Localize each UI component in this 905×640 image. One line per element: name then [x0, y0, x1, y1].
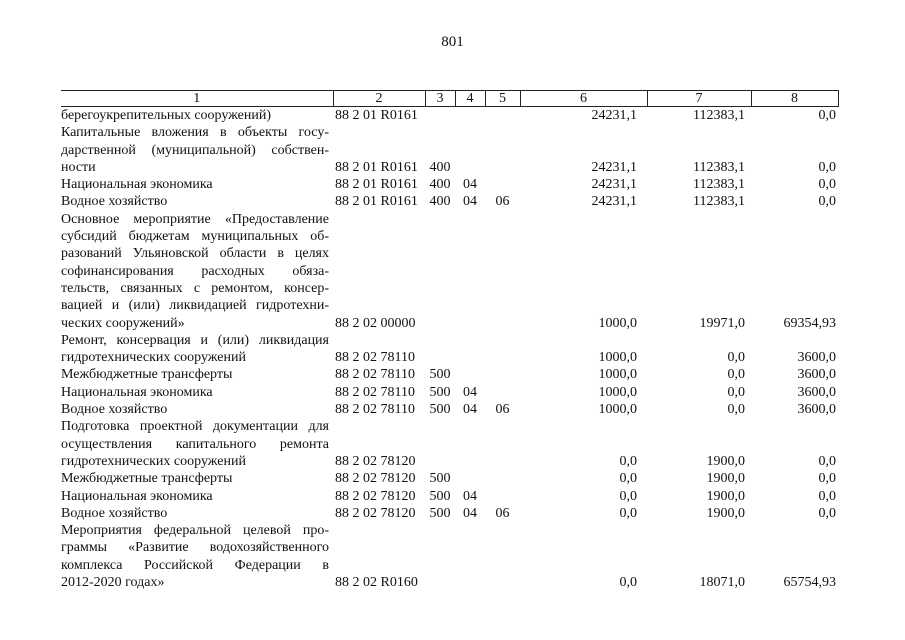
- row-code: 88 2 02 78110: [335, 384, 415, 400]
- row-col-8: 0,0: [818, 488, 836, 504]
- row-name: [61, 470, 333, 487]
- row-name-line: Основное мероприятие «Предоставление: [61, 211, 329, 227]
- row-code: 88 2 01 R0161: [335, 177, 418, 193]
- row-col-8: 0,0: [818, 194, 836, 210]
- row-col-5: [485, 384, 520, 401]
- table-row: [61, 522, 838, 591]
- row-col-8: 3600,0: [797, 350, 836, 366]
- row-col-4: [455, 107, 485, 125]
- row-name-line: ческих сооружений»: [61, 315, 185, 331]
- row-col-7: 1900,0: [706, 505, 745, 521]
- row-col-3: 500: [429, 488, 451, 504]
- row-col-7: 18071,0: [699, 575, 745, 591]
- header-col-6: 6: [520, 91, 647, 107]
- header-col-5: 5: [485, 91, 520, 107]
- row-name-line: Водное хозяйство: [61, 194, 168, 210]
- row-name-line: гидротехнических сооружений: [61, 350, 246, 366]
- row-col-6: 24231,1: [591, 159, 637, 175]
- row-name-line: Водное хозяйство: [61, 505, 168, 521]
- row-col-6: 24231,1: [591, 108, 637, 123]
- header-col-7: 7: [647, 91, 751, 107]
- row-col-4: [455, 332, 485, 367]
- row-col-4: [455, 124, 485, 176]
- row-col-5: [485, 366, 520, 383]
- row-name-line: дарственной (муниципальной) собствен-: [61, 142, 329, 158]
- row-name: [61, 124, 333, 176]
- row-col-3: 500: [429, 367, 451, 383]
- row-col-8: 65754,93: [783, 575, 836, 591]
- row-col-8: 0,0: [818, 453, 836, 469]
- row-name-line: Ремонт, консервация и (или) ликвидация: [61, 332, 329, 348]
- row-name-line: тельств, связанных с ремонтом, консер-: [61, 280, 329, 296]
- row-name: [61, 332, 333, 367]
- row-col-4: [455, 522, 485, 591]
- row-col-3: 400: [429, 194, 451, 210]
- table-row: [61, 488, 838, 505]
- row-col-4: 04: [463, 402, 477, 418]
- row-col-7: 0,0: [727, 402, 745, 418]
- row-name-line: Национальная экономика: [61, 488, 213, 504]
- budget-table: [61, 90, 839, 591]
- table-row: [61, 366, 838, 383]
- row-col-5: 06: [495, 505, 510, 521]
- row-col-3: 500: [429, 384, 451, 400]
- row-col-6: 0,0: [619, 505, 637, 521]
- header-col-4: 4: [455, 91, 485, 107]
- row-code: 88 2 02 R0160: [335, 575, 418, 591]
- row-code: 88 2 01 R0161: [335, 159, 418, 175]
- row-col-5: 06: [495, 194, 510, 210]
- row-name-line: софинансирования расходных обяза-: [61, 263, 329, 279]
- row-col-7: 1900,0: [706, 453, 745, 469]
- row-col-7: 1900,0: [706, 488, 745, 504]
- row-name-line: ности: [61, 159, 96, 175]
- row-code: 88 2 01 R0161: [335, 108, 418, 123]
- row-name-line: разований Ульяновской области в целях: [61, 246, 329, 262]
- table-row: [61, 107, 838, 125]
- row-name-line: комплекса Российской Федерации в: [61, 557, 329, 573]
- table-row: [61, 470, 838, 487]
- row-col-4: [455, 418, 485, 470]
- row-col-7: 112383,1: [693, 177, 745, 193]
- row-name: [61, 505, 333, 522]
- row-col-7: 0,0: [727, 367, 745, 383]
- row-col-3: 500: [429, 402, 451, 418]
- row-col-4: 04: [463, 194, 477, 210]
- row-col-5: [485, 176, 520, 193]
- row-name: [61, 366, 333, 383]
- row-col-3: 500: [429, 505, 451, 521]
- row-code: 88 2 02 78120: [335, 488, 416, 504]
- row-col-6: 1000,0: [598, 350, 637, 366]
- row-col-6: 24231,1: [591, 194, 637, 210]
- row-col-5: 06: [495, 402, 510, 418]
- row-col-5: [485, 332, 520, 367]
- row-code: 88 2 02 78110: [335, 402, 415, 418]
- row-name-line: субсидий бюджетам муниципальных об-: [61, 229, 329, 245]
- row-code: 88 2 02 78120: [335, 505, 416, 521]
- row-col-3: [425, 418, 455, 470]
- row-code: 88 2 02 78120: [335, 471, 416, 487]
- row-col-8: 69354,93: [783, 315, 836, 331]
- row-code: 88 2 02 78120: [335, 453, 416, 469]
- row-col-5: [485, 522, 520, 591]
- row-name: [61, 211, 333, 332]
- row-col-7: 19971,0: [699, 315, 745, 331]
- row-col-6: 1000,0: [598, 367, 637, 383]
- table-row: [61, 418, 838, 470]
- header-col-2: 2: [333, 91, 425, 107]
- row-code: 88 2 02 78110: [335, 350, 415, 366]
- row-col-7: 0,0: [727, 350, 745, 366]
- row-col-7: 112383,1: [693, 108, 745, 123]
- row-col-3: 500: [429, 471, 451, 487]
- row-col-8: 0,0: [818, 108, 836, 123]
- row-col-4: 04: [463, 177, 477, 193]
- row-name-line: Межбюджетные трансферты: [61, 367, 233, 383]
- row-col-5: [485, 418, 520, 470]
- row-name-line: берегоукрепительных сооружений): [61, 108, 272, 123]
- row-col-5: [485, 211, 520, 332]
- row-name-line: граммы «Развитие водохозяйственного: [61, 540, 329, 556]
- table-row: [61, 211, 838, 332]
- row-name-line: 2012-2020 годах»: [61, 575, 165, 591]
- row-col-4: [455, 470, 485, 487]
- row-col-5: [485, 107, 520, 125]
- row-col-6: 1000,0: [598, 384, 637, 400]
- table-row: [61, 193, 838, 210]
- row-name-line: Межбюджетные трансферты: [61, 471, 233, 487]
- table-row: [61, 332, 838, 367]
- row-col-3: 400: [429, 177, 451, 193]
- row-col-6: 0,0: [619, 471, 637, 487]
- row-col-7: 1900,0: [706, 471, 745, 487]
- row-name: [61, 193, 333, 210]
- row-name-line: вацией и (или) ликвидацией гидротехни-: [61, 298, 329, 314]
- row-name: [61, 384, 333, 401]
- row-code: 88 2 02 00000: [335, 315, 416, 331]
- table-row: [61, 176, 838, 193]
- row-col-3: [425, 522, 455, 591]
- table-row: [61, 384, 838, 401]
- row-col-4: [455, 211, 485, 332]
- row-col-6: 0,0: [619, 488, 637, 504]
- row-col-7: 0,0: [727, 384, 745, 400]
- row-col-5: [485, 470, 520, 487]
- row-col-6: 0,0: [619, 453, 637, 469]
- row-col-8: 0,0: [818, 471, 836, 487]
- row-col-8: 3600,0: [797, 384, 836, 400]
- row-name-line: осуществления капитального ремонта: [61, 436, 329, 452]
- row-col-4: 04: [463, 488, 477, 504]
- row-col-6: 1000,0: [598, 402, 637, 418]
- header-col-8: 8: [751, 91, 838, 107]
- row-code: 88 2 02 78110: [335, 367, 415, 383]
- row-col-8: 0,0: [818, 177, 836, 193]
- row-col-8: 0,0: [818, 159, 836, 175]
- row-col-4: [455, 366, 485, 383]
- row-col-3: [425, 332, 455, 367]
- row-col-4: 04: [463, 505, 477, 521]
- table-body: [61, 107, 838, 592]
- row-name-line: Национальная экономика: [61, 384, 213, 400]
- row-name-line: Национальная экономика: [61, 177, 213, 193]
- row-col-6: 24231,1: [591, 177, 637, 193]
- row-name-line: Водное хозяйство: [61, 402, 168, 418]
- row-col-7: 112383,1: [693, 159, 745, 175]
- row-col-7: 112383,1: [693, 194, 745, 210]
- row-name-line: Капитальные вложения в объекты госу-: [61, 125, 329, 141]
- table-row: [61, 124, 838, 176]
- row-col-6: 0,0: [619, 575, 637, 591]
- row-name-line: Мероприятия федеральной целевой про-: [61, 523, 329, 539]
- row-col-3: 400: [429, 159, 451, 175]
- page-number: 801: [441, 34, 464, 50]
- row-name: [61, 107, 333, 125]
- row-col-5: [485, 124, 520, 176]
- row-col-8: 0,0: [818, 505, 836, 521]
- table-row: [61, 401, 838, 418]
- row-col-3: [425, 107, 455, 125]
- header-row: [61, 91, 838, 107]
- row-col-4: 04: [463, 384, 477, 400]
- row-name: [61, 176, 333, 193]
- row-code: 88 2 01 R0161: [335, 194, 418, 210]
- row-col-8: 3600,0: [797, 367, 836, 383]
- table-row: [61, 505, 838, 522]
- row-col-5: [485, 488, 520, 505]
- row-col-8: 3600,0: [797, 402, 836, 418]
- header-col-3: 3: [425, 91, 455, 107]
- row-name: [61, 522, 333, 591]
- header-col-1: 1: [61, 91, 333, 107]
- row-name: [61, 418, 333, 470]
- row-name: [61, 488, 333, 505]
- row-col-3: [425, 211, 455, 332]
- row-col-6: 1000,0: [598, 315, 637, 331]
- row-name-line: гидротехнических сооружений: [61, 453, 246, 469]
- row-name: [61, 401, 333, 418]
- row-name-line: Подготовка проектной документации для: [61, 419, 329, 435]
